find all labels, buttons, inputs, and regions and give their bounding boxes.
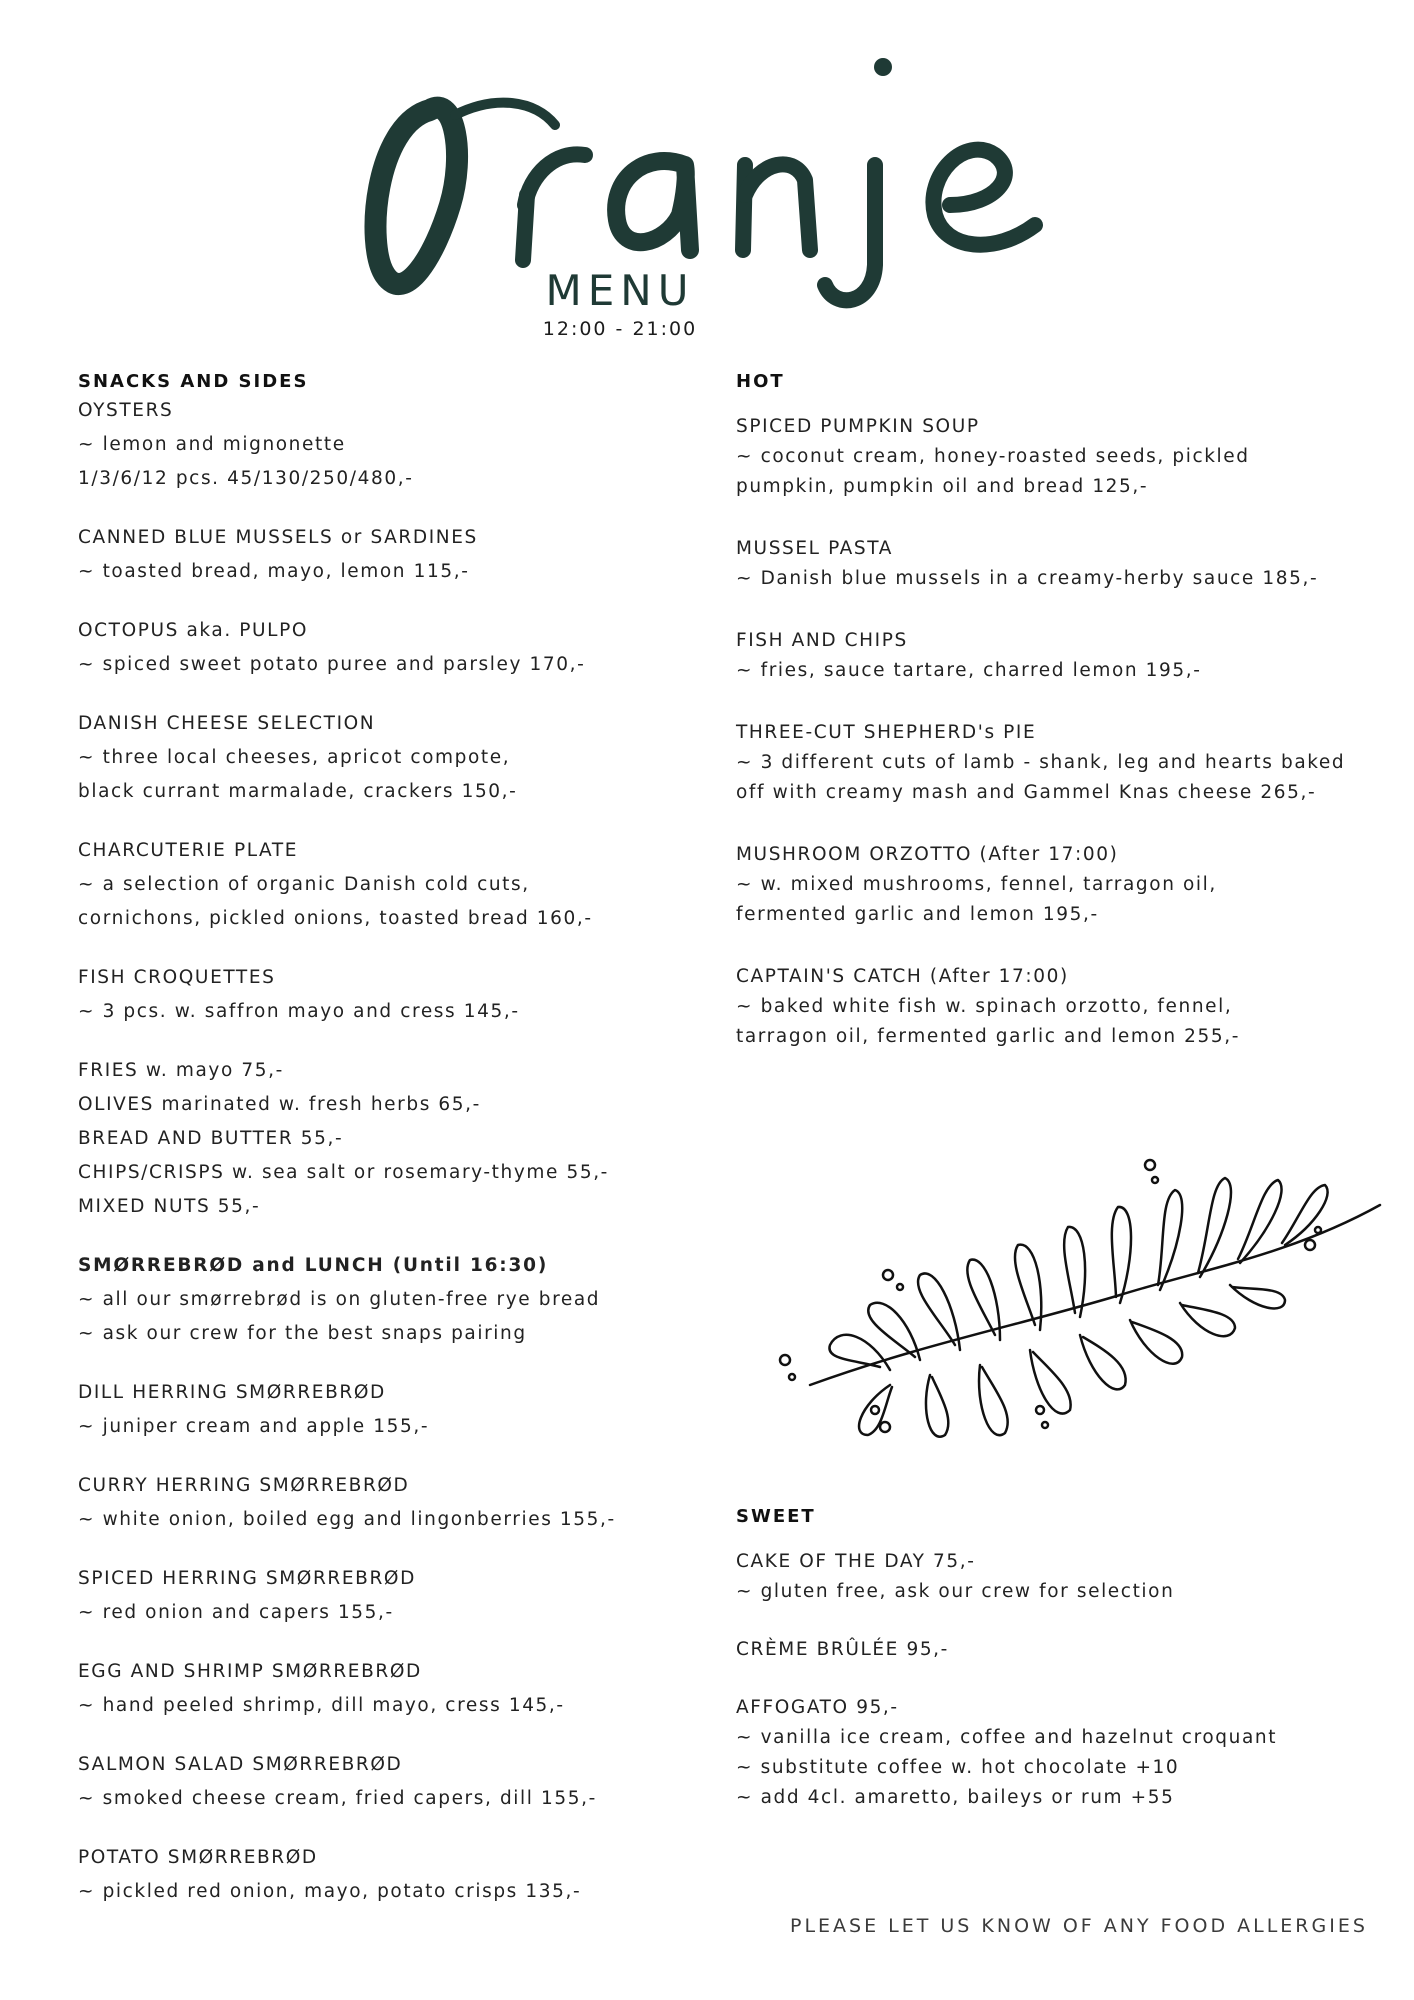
menu-item-description: ~ baked white fish w. spinach orzotto, fennel, xyxy=(736,996,1233,1017)
menu-item-name: DANISH CHEESE SELECTION xyxy=(78,713,376,734)
menu-item-name: OYSTERS xyxy=(78,400,174,421)
menu-item-description: ~ pickled red onion, mayo, potato crisps 135,- xyxy=(78,1881,582,1902)
menu-item-description: ~ w. mixed mushrooms, fennel, tarragon oil, xyxy=(736,874,1217,895)
left-column xyxy=(78,370,718,1934)
lunch-intro-line: ~ ask our crew for the best snaps pairing xyxy=(78,1323,527,1344)
menu-item-name: CAKE OF THE DAY 75,- xyxy=(736,1551,976,1572)
menu-item-name: SALMON SALAD SMØRREBRØD xyxy=(78,1754,403,1775)
menu-item-description: ~ coconut cream, honey-roasted seeds, pickled xyxy=(736,446,1250,467)
menu-item-description: cornichons, pickled onions, toasted bread 160,- xyxy=(78,908,593,929)
menu-title: MENU xyxy=(545,266,695,315)
lunch-intro-line: ~ all our smørrebrød is on gluten-free rye bread xyxy=(78,1289,601,1310)
menu-item-description: ~ 3 different cuts of lamb - shank, leg and hearts baked xyxy=(736,752,1346,773)
sweet-section xyxy=(736,1505,1376,1841)
menu-item-name: MUSSEL PASTA xyxy=(736,538,893,559)
menu-item-name: SPICED HERRING SMØRREBRØD xyxy=(78,1568,416,1589)
menu-item-description: CHIPS/CRISPS w. sea salt or rosemary-thyme 55,- xyxy=(78,1162,609,1183)
menu-item-name: FISH CROQUETTES xyxy=(78,967,276,988)
menu-item xyxy=(78,1655,718,1723)
allergy-note: PLEASE LET US KNOW OF ANY FOOD ALLERGIES xyxy=(790,1915,1368,1937)
menu-item-description: ~ 3 pcs. w. saffron mayo and cress 145,- xyxy=(78,1001,520,1022)
menu-item-description: ~ a selection of organic Danish cold cuts, xyxy=(78,874,530,895)
hot-list xyxy=(736,412,1376,1052)
menu-item xyxy=(736,1547,1376,1607)
menu-item-name: AFFOGATO 95,- xyxy=(736,1697,899,1718)
menu-item-description: 1/3/6/12 pcs. 45/130/250/480,- xyxy=(78,468,414,489)
menu-item-description: ~ smoked cheese cream, fried capers, dill 155,- xyxy=(78,1788,597,1809)
menu-item-name: SPICED PUMPKIN SOUP xyxy=(736,416,980,437)
seaweed-illustration xyxy=(770,1145,1390,1455)
lunch-intro xyxy=(78,1283,718,1351)
menu-item-name: CURRY HERRING SMØRREBRØD xyxy=(78,1475,410,1496)
menu-item-description: off with creamy mash and Gammel Knas cheese 265,- xyxy=(736,782,1317,803)
menu-item-description: OLIVES marinated w. fresh herbs 65,- xyxy=(78,1094,481,1115)
menu-item-description: ~ substitute coffee w. hot chocolate +10 xyxy=(736,1757,1180,1778)
menu-item-description: ~ red onion and capers 155,- xyxy=(78,1602,394,1623)
menu-item-description: black currant marmalade, crackers 150,- xyxy=(78,781,518,802)
menu-item xyxy=(78,1054,718,1224)
menu-item-name: DILL HERRING SMØRREBRØD xyxy=(78,1382,386,1403)
menu-item-description: ~ vanilla ice cream, coffee and hazelnut croquant xyxy=(736,1727,1278,1748)
menu-item xyxy=(736,718,1376,808)
menu-item xyxy=(736,626,1376,686)
menu-item xyxy=(78,614,718,682)
menu-item-description: ~ fries, sauce tartare, charred lemon 195,- xyxy=(736,660,1202,681)
menu-item xyxy=(736,1635,1376,1665)
lunch-heading: SMØRREBRØD and LUNCH (Until 16:30) xyxy=(78,1255,549,1276)
menu-item xyxy=(78,1469,718,1537)
menu-item-description: ~ spiced sweet potato puree and parsley 170,- xyxy=(78,654,586,675)
menu-item xyxy=(736,962,1376,1052)
menu-item xyxy=(78,394,718,496)
menu-item xyxy=(736,1693,1376,1813)
menu-item-name: FISH AND CHIPS xyxy=(736,630,908,651)
menu-item xyxy=(736,412,1376,502)
menu-item xyxy=(78,1748,718,1816)
menu-item-name: MUSHROOM ORZOTTO (After 17:00) xyxy=(736,844,1119,865)
sweet-heading: SWEET xyxy=(736,1506,816,1527)
hot-heading: HOT xyxy=(736,371,785,392)
opening-hours: 12:00 - 21:00 xyxy=(542,318,698,340)
menu-item xyxy=(78,961,718,1029)
menu-item xyxy=(78,834,718,936)
menu-item-name: EGG AND SHRIMP SMØRREBRØD xyxy=(78,1661,422,1682)
sweet-list xyxy=(736,1547,1376,1813)
right-column xyxy=(736,370,1376,1084)
menu-item xyxy=(736,534,1376,594)
menu-item-description: ~ add 4cl. amaretto, baileys or rum +55 xyxy=(736,1787,1175,1808)
menu-item xyxy=(78,1841,718,1909)
menu-item-description: ~ lemon and mignonette xyxy=(78,434,346,455)
menu-item-name: POTATO SMØRREBRØD xyxy=(78,1847,318,1868)
menu-item-name: OCTOPUS aka. PULPO xyxy=(78,620,309,641)
menu-item-description: tarragon oil, fermented garlic and lemon 255,- xyxy=(736,1026,1241,1047)
menu-item-name: FRIES w. mayo 75,- xyxy=(78,1060,284,1081)
menu-item-name: THREE-CUT SHEPHERD's PIE xyxy=(736,722,1037,743)
menu-item-description: ~ hand peeled shrimp, dill mayo, cress 145,- xyxy=(78,1695,565,1716)
menu-item-description: MIXED NUTS 55,- xyxy=(78,1196,261,1217)
menu-item-description: fermented garlic and lemon 195,- xyxy=(736,904,1099,925)
menu-item-description: BREAD AND BUTTER 55,- xyxy=(78,1128,344,1149)
menu-item-description: pumpkin, pumpkin oil and bread 125,- xyxy=(736,476,1149,497)
snacks-heading: SNACKS AND SIDES xyxy=(78,371,309,392)
menu-item-description: ~ toasted bread, mayo, lemon 115,- xyxy=(78,561,470,582)
menu-item-name: CANNED BLUE MUSSELS or SARDINES xyxy=(78,527,478,548)
menu-item-description: ~ gluten free, ask our crew for selection xyxy=(736,1581,1175,1602)
snacks-list xyxy=(78,394,718,1224)
menu-item xyxy=(78,1376,718,1444)
brand-logo xyxy=(355,55,1125,320)
menu-item-description: ~ three local cheeses, apricot compote, xyxy=(78,747,511,768)
lunch-list xyxy=(78,1376,718,1909)
menu-item-description: ~ Danish blue mussels in a creamy-herby sauce 185,- xyxy=(736,568,1319,589)
menu-item-name: CRÈME BRÛLÉE 95,- xyxy=(736,1639,949,1660)
menu-item-description: ~ juniper cream and apple 155,- xyxy=(78,1416,430,1437)
menu-item-description: ~ white onion, boiled egg and lingonberries 155,- xyxy=(78,1509,616,1530)
menu-item xyxy=(78,521,718,589)
menu-item-name: CAPTAIN'S CATCH (After 17:00) xyxy=(736,966,1069,987)
menu-item xyxy=(78,1562,718,1630)
menu-item xyxy=(736,840,1376,930)
menu-item-name: CHARCUTERIE PLATE xyxy=(78,840,299,861)
menu-item xyxy=(78,707,718,809)
